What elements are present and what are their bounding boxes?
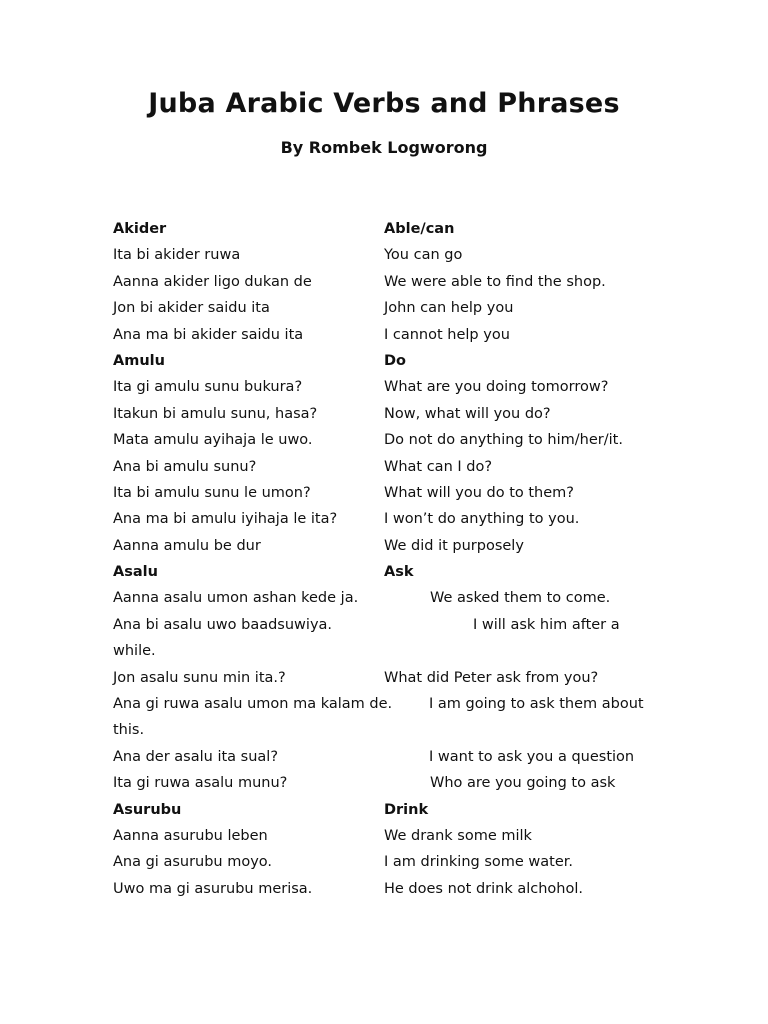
english-translation: Do not do anything to him/her/it. — [384, 432, 623, 449]
english-translation: I will ask him after a — [473, 616, 620, 633]
phrase-row — [113, 849, 673, 875]
english-translation: What are you doing tomorrow? — [384, 379, 609, 396]
phrase-row — [113, 401, 673, 427]
phrase-row — [113, 269, 673, 295]
english-translation: I cannot help you — [384, 326, 510, 343]
verb-heading-row — [113, 797, 673, 823]
english-verb-heading: Drink — [384, 801, 429, 818]
verb-heading-row — [113, 348, 673, 374]
english-translation: John can help you — [384, 300, 514, 317]
juba-phrase: Aanna asalu umon ashan kede ja. — [113, 590, 359, 607]
juba-phrase: Uwo ma gi asurubu merisa. — [113, 880, 313, 897]
juba-phrase: Ita gi amulu sunu bukura? — [113, 379, 303, 396]
juba-phrase: Ita gi ruwa asalu munu? — [113, 775, 288, 792]
verb-heading-row — [113, 559, 673, 585]
juba-phrase: Jon asalu sunu min ita.? — [113, 669, 286, 686]
juba-phrase: Aanna akider ligo dukan de — [113, 273, 312, 290]
phrase-row — [113, 638, 673, 664]
english-translation: What can I do? — [384, 458, 493, 475]
phrase-row — [113, 717, 673, 743]
juba-phrase: Ana bi amulu sunu? — [113, 458, 257, 475]
verb-heading-row — [113, 216, 673, 242]
juba-phrase: Ana ma bi akider saidu ita — [113, 326, 304, 343]
english-translation: You can go — [384, 247, 463, 264]
phrase-row — [113, 585, 673, 611]
juba-phrase: Ana ma bi amulu iyihaja le ita? — [113, 511, 338, 528]
phrase-row — [113, 533, 673, 559]
phrase-row — [113, 665, 673, 691]
juba-phrase: while. — [113, 643, 156, 660]
juba-phrase: Ana bi asalu uwo baadsuwiya. — [113, 616, 333, 633]
juba-phrase: Aanna asurubu leben — [113, 827, 268, 844]
phrase-row — [113, 744, 673, 770]
phrase-row — [113, 480, 673, 506]
juba-phrase: Mata amulu ayihaja le uwo. — [113, 432, 313, 449]
phrase-row — [113, 612, 673, 638]
phrase-list — [113, 216, 673, 902]
english-translation: We were able to find the shop. — [384, 273, 606, 290]
phrase-row — [113, 427, 673, 453]
phrase-row — [113, 691, 673, 717]
phrase-row — [113, 295, 673, 321]
juba-verb-heading: Asalu — [113, 564, 158, 581]
juba-phrase: Jon bi akider saidu ita — [113, 300, 270, 317]
juba-phrase: Ana der asalu ita sual? — [113, 748, 279, 765]
juba-verb-heading: Amulu — [113, 352, 165, 369]
juba-phrase: Ana gi asurubu moyo. — [113, 854, 273, 871]
english-translation: I am going to ask them about — [429, 696, 644, 713]
english-translation: I am drinking some water. — [384, 854, 573, 871]
phrase-row — [113, 322, 673, 348]
english-translation: What did Peter ask from you? — [384, 669, 599, 686]
phrase-row — [113, 823, 673, 849]
phrase-row — [113, 454, 673, 480]
english-translation: Now, what will you do? — [384, 405, 551, 422]
english-translation: Who are you going to ask — [430, 775, 616, 792]
phrase-row — [113, 506, 673, 532]
phrase-row — [113, 242, 673, 268]
english-verb-heading: Do — [384, 352, 406, 369]
english-verb-heading: Able/can — [384, 221, 455, 237]
phrase-row — [113, 770, 673, 796]
english-translation: We asked them to come. — [430, 590, 611, 607]
phrase-row — [113, 876, 673, 902]
english-verb-heading: Ask — [384, 564, 414, 581]
english-translation: He does not drink alchohol. — [384, 880, 583, 897]
juba-verb-heading: Asurubu — [113, 801, 182, 818]
juba-phrase: Ita bi amulu sunu le umon? — [113, 484, 311, 501]
document-author: By Rombek Logworong — [280, 138, 488, 157]
english-translation: We drank some milk — [384, 827, 532, 844]
juba-verb-heading: Akider — [113, 221, 167, 237]
english-translation: I want to ask you a question — [429, 748, 635, 765]
english-translation: We did it purposely — [384, 537, 524, 554]
document-title: Juba Arabic Verbs and Phrases — [148, 88, 620, 119]
juba-phrase: Ana gi ruwa asalu umon ma kalam de. — [113, 696, 393, 713]
english-translation: What will you do to them? — [384, 484, 574, 501]
juba-phrase: Ita bi akider ruwa — [113, 247, 241, 264]
phrase-row — [113, 374, 673, 400]
juba-phrase: this. — [113, 722, 145, 739]
juba-phrase: Itakun bi amulu sunu, hasa? — [113, 405, 318, 422]
juba-phrase: Aanna amulu be dur — [113, 537, 261, 554]
english-translation: I won’t do anything to you. — [384, 511, 580, 528]
